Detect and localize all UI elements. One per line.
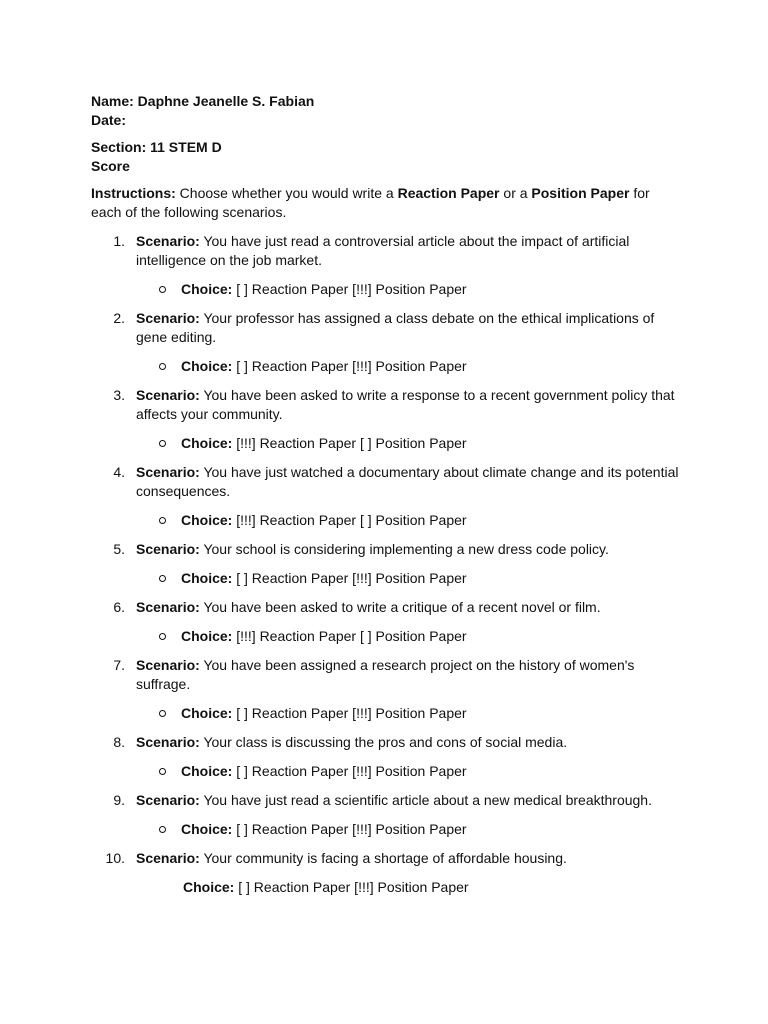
scenario-label: Scenario: (136, 464, 200, 480)
scenario-text (136, 386, 681, 424)
scenario-list (91, 232, 691, 897)
reaction-paper-term: Reaction Paper (397, 185, 500, 201)
choice-line (181, 820, 691, 839)
choice-label: Choice: (181, 705, 233, 721)
choice-value: [ ] Reaction Paper [!!!] Position Paper (232, 570, 467, 586)
choice-value: [!!!] Reaction Paper [ ] Position Paper (232, 435, 467, 451)
choice-value: [ ] Reaction Paper [!!!] Position Paper (232, 705, 467, 721)
scenario-label: Scenario: (136, 657, 200, 673)
item-number: 3. (113, 387, 125, 403)
circle-bullet-icon (159, 633, 166, 640)
list-item (91, 232, 691, 299)
scenario-text (136, 733, 681, 752)
list-item (91, 463, 691, 530)
list-item (91, 656, 691, 723)
choice-value: [ ] Reaction Paper [!!!] Position Paper (232, 281, 467, 297)
list-item (91, 309, 691, 376)
scenario-text (136, 849, 681, 868)
spacer (91, 130, 691, 138)
scenario-text (136, 598, 681, 617)
item-number: 6. (113, 599, 125, 615)
list-item (91, 386, 691, 453)
scenario-description: You have been asked to write a response to a recent government policy that affects your community. (136, 387, 675, 422)
scenario-description: You have just read a controversial article about the impact of artificial intelligence on the job market. (136, 233, 630, 268)
choice-line (181, 569, 691, 588)
list-item (91, 791, 691, 839)
item-number: 4. (113, 464, 125, 480)
item-number: 8. (113, 734, 125, 750)
instructions-text: for each of the following scenarios. (91, 185, 650, 220)
choice-line (181, 280, 691, 299)
item-number: 1. (113, 233, 125, 249)
choice-label: Choice: (181, 763, 233, 779)
choice-line (181, 704, 691, 723)
instructions-paragraph (91, 184, 681, 222)
choice-line (181, 627, 691, 646)
circle-bullet-icon (159, 517, 166, 524)
choice-value: [!!!] Reaction Paper [ ] Position Paper (232, 512, 467, 528)
document-page (91, 92, 691, 907)
choice-value: [!!!] Reaction Paper [ ] Position Paper (232, 628, 467, 644)
scenario-description: Your school is considering implementing a new dress code policy. (199, 541, 609, 557)
choice-line (181, 357, 691, 376)
circle-bullet-icon (159, 286, 166, 293)
circle-bullet-icon (159, 768, 166, 775)
choice-line (183, 878, 691, 897)
circle-bullet-icon (159, 826, 166, 833)
scenario-description: You have been assigned a research project on the history of women's suffrage. (136, 657, 635, 692)
scenario-description: Your community is facing a shortage of affordable housing. (199, 850, 567, 866)
spacer (91, 176, 691, 184)
position-paper-term: Position Paper (531, 185, 630, 201)
scenario-label: Scenario: (136, 310, 200, 326)
circle-bullet-icon (159, 710, 166, 717)
choice-label: Choice: (181, 628, 233, 644)
choice-label: Choice: (181, 570, 233, 586)
circle-bullet-icon (159, 440, 166, 447)
instructions-text: Choose whether you would write a (175, 185, 398, 201)
item-number: 10. (105, 850, 125, 866)
choice-label: Choice: (181, 358, 233, 374)
scenario-label: Scenario: (136, 734, 200, 750)
choice-line (181, 434, 691, 453)
scenario-text (136, 540, 681, 559)
choice-label: Choice: (181, 435, 233, 451)
name-line: Name: Daphne Jeanelle S. Fabian (91, 93, 315, 109)
scenario-description: Your professor has assigned a class debate on the ethical implications of gene editing. (136, 310, 655, 345)
choice-value: [ ] Reaction Paper [!!!] Position Paper (232, 821, 467, 837)
choice-label: Choice: (181, 512, 233, 528)
scenario-description: Your class is discussing the pros and cons of social media. (199, 734, 568, 750)
scenario-text (136, 791, 681, 810)
scenario-text (136, 309, 681, 347)
item-number: 9. (113, 792, 125, 808)
scenario-description: You have just read a scientific article about a new medical breakthrough. (199, 792, 652, 808)
instructions-label: Instructions: (91, 185, 176, 201)
choice-value: [ ] Reaction Paper [!!!] Position Paper (232, 358, 467, 374)
scenario-label: Scenario: (136, 792, 200, 808)
choice-label: Choice: (183, 879, 235, 895)
circle-bullet-icon (159, 363, 166, 370)
scenario-label: Scenario: (136, 599, 200, 615)
choice-line (181, 511, 691, 530)
scenario-description: You have been asked to write a critique of a recent novel or film. (199, 599, 601, 615)
choice-label: Choice: (181, 281, 233, 297)
list-item (91, 849, 691, 897)
instructions-text: or a (499, 185, 532, 201)
choice-value: [ ] Reaction Paper [!!!] Position Paper (232, 763, 467, 779)
scenario-label: Scenario: (136, 233, 200, 249)
choice-value: [ ] Reaction Paper [!!!] Position Paper (234, 879, 469, 895)
scenario-label: Scenario: (136, 850, 200, 866)
circle-bullet-icon (159, 575, 166, 582)
choice-line (181, 762, 691, 781)
scenario-text (136, 232, 681, 270)
scenario-text (136, 463, 681, 501)
item-number: 7. (113, 657, 125, 673)
scenario-label: Scenario: (136, 387, 200, 403)
scenario-description: You have just watched a documentary about climate change and its potential consequences. (136, 464, 679, 499)
item-number: 2. (113, 310, 125, 326)
choice-label: Choice: (181, 821, 233, 837)
list-item (91, 733, 691, 781)
list-item (91, 598, 691, 646)
date-line: Date: (91, 112, 127, 128)
section-line: Section: 11 STEM D (91, 139, 222, 155)
item-number: 5. (113, 541, 125, 557)
list-item (91, 540, 691, 588)
score-line: Score (91, 158, 130, 174)
scenario-text (136, 656, 681, 694)
scenario-label: Scenario: (136, 541, 200, 557)
